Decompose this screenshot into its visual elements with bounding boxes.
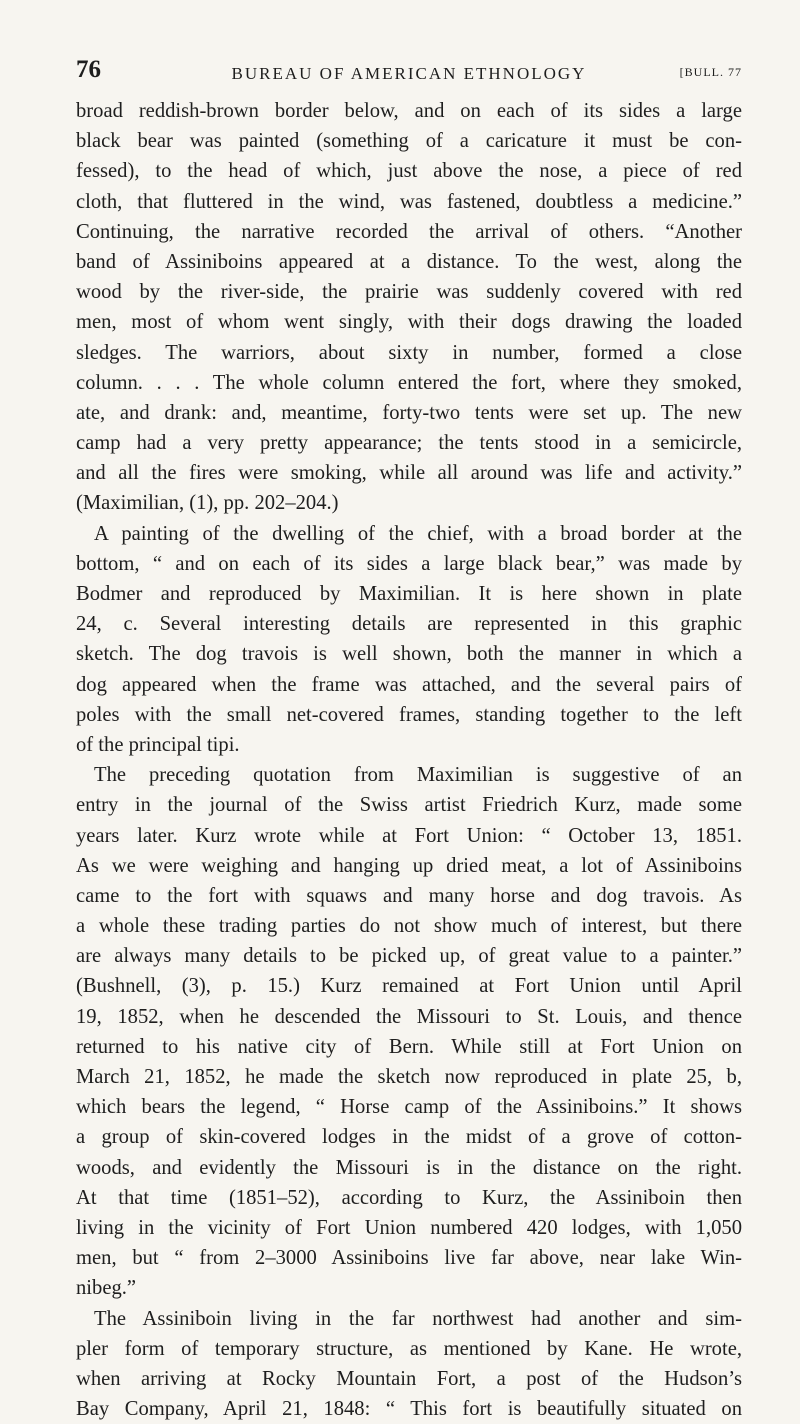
- text-line: A painting of the dwelling of the chief, with a broad border at the: [94, 522, 742, 545]
- text-line: when arriving at Rocky Mountain Fort, a post of the Hudson’s: [76, 1367, 742, 1390]
- text-line: and all the fires were smoking, while all around was life and activity.”: [76, 462, 742, 485]
- text-line: fessed), to the head of which, just above the nose, a piece of red: [76, 160, 742, 183]
- text-line: Bay Company, April 21, 1848: “ This fort is beautifully situated on: [76, 1398, 742, 1421]
- text-line: 24, c. Several interesting details are represented in this graphic: [76, 613, 742, 636]
- text-line: wood by the river-side, the prairie was suddenly covered with red: [76, 281, 742, 304]
- text-line: band of Assiniboins appeared at a distance. To the west, along the: [76, 250, 742, 273]
- text-line: black bear was painted (something of a caricature it must be con-: [76, 130, 742, 153]
- bulletin-reference: [BULL. 77: [679, 65, 742, 79]
- running-title: BUREAU OF AMERICAN ETHNOLOGY: [231, 64, 587, 83]
- text-line: ate, and drank: and, meantime, forty-two tents were set up. The new: [76, 401, 742, 424]
- text-line: camp had a very pretty appearance; the tents stood in a semicircle,: [76, 432, 742, 455]
- text-line: The Assiniboin living in the far northwest had another and sim-: [94, 1307, 742, 1330]
- text-line: a whole these trading parties do not show much of interest, but there: [76, 915, 742, 938]
- text-line: years later. Kurz wrote while at Fort Union: “ October 13, 1851.: [76, 824, 742, 847]
- text-line: a group of skin-covered lodges in the midst of a grove of cotton-: [76, 1126, 742, 1149]
- text-line: nibeg.”: [76, 1277, 137, 1300]
- text-line: broad reddish-brown border below, and on each of its sides a large: [76, 100, 742, 122]
- text-line: March 21, 1852, he made the sketch now reproduced in plate 25, b,: [76, 1066, 742, 1088]
- text-line: entry in the journal of the Swiss artist Friedrich Kurz, made some: [76, 794, 742, 817]
- text-line: bottom, “ and on each of its sides a large black bear,” was made by: [76, 552, 742, 575]
- text-line: returned to his native city of Bern. While still at Fort Union on: [76, 1035, 742, 1058]
- text-line: men, but “ from 2–3000 Assiniboins live far above, near lake Win-: [76, 1247, 742, 1270]
- text-line: (Bushnell, (3), p. 15.) Kurz remained at Fort Union until April: [76, 975, 742, 998]
- text-line: As we were weighing and hanging up dried meat, a lot of Assiniboins: [76, 854, 742, 877]
- page-number: 76: [76, 56, 101, 83]
- text-line: (Maximilian, (1), pp. 202–204.): [76, 492, 339, 515]
- text-line: At that time (1851–52), according to Kurz, the Assiniboin then: [76, 1186, 742, 1209]
- text-line: Continuing, the narrative recorded the arrival of others. “Another: [76, 220, 742, 243]
- body-text: [76, 96, 742, 1424]
- text-line: of the principal tipi.: [76, 733, 240, 756]
- text-line: Bodmer and reproduced by Maximilian. It is here shown in plate: [76, 583, 742, 605]
- text-line: men, most of whom went singly, with their dogs drawing the loaded: [76, 311, 742, 334]
- text-line: which bears the legend, “ Horse camp of the Assiniboins.” It shows: [76, 1096, 742, 1119]
- text-line: are always many details to be picked up, of great value to a painter.”: [76, 945, 742, 968]
- text-line: poles with the small net-covered frames, standing together to the left: [76, 703, 742, 726]
- text-line: sketch. The dog travois is well shown, both the manner in which a: [76, 643, 742, 666]
- text-line: came to the fort with squaws and many horse and dog travois. As: [76, 884, 742, 907]
- text-line: sledges. The warriors, about sixty in number, formed a close: [76, 341, 742, 364]
- page-header: [76, 56, 742, 86]
- text-line: column. . . . The whole column entered the fort, where they smoked,: [76, 371, 742, 394]
- text-line: cloth, that fluttered in the wind, was fastened, doubtless a medicine.”: [76, 190, 742, 213]
- text-line: The preceding quotation from Maximilian is suggestive of an: [94, 764, 742, 787]
- text-line: living in the vicinity of Fort Union numbered 420 lodges, with 1,050: [76, 1216, 742, 1239]
- text-line: dog appeared when the frame was attached, and the several pairs of: [76, 673, 742, 696]
- text-line: woods, and evidently the Missouri is in the distance on the right.: [76, 1156, 742, 1179]
- text-line: 19, 1852, when he descended the Missouri to St. Louis, and thence: [76, 1005, 742, 1028]
- text-line: pler form of temporary structure, as mentioned by Kane. He wrote,: [76, 1337, 742, 1360]
